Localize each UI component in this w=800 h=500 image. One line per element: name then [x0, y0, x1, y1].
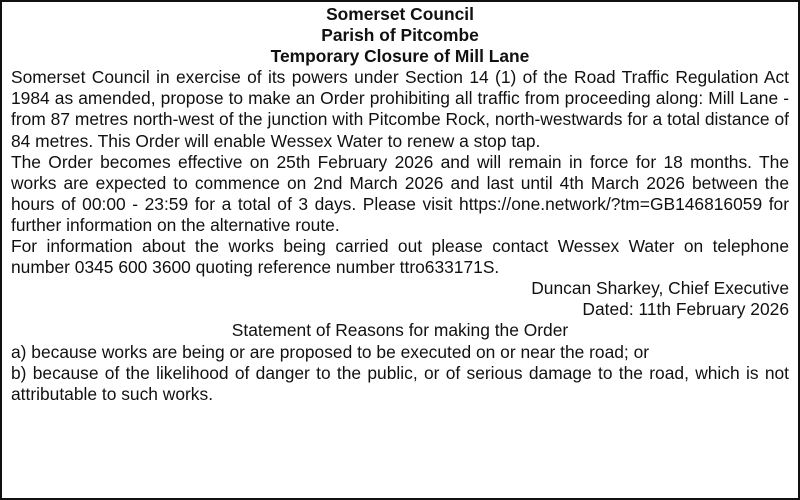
- notice-paragraph-dates: The Order becomes effective on 25th February 2026 and will remain in force for 18 months. The works are expected to commence on 2nd March 2026 and last until 4th March 2026 between the hours of 00:00 - 23:59 for a total of 3 days. Please visit https://one.network/?tm=GB146816059 for further information on the alternative route.: [11, 151, 789, 235]
- signatory: Duncan Sharkey, Chief Executive: [531, 278, 789, 299]
- council-name: Somerset Council: [326, 4, 474, 24]
- parish-name: Parish of Pitcombe: [321, 25, 479, 46]
- notice-paragraph-contact: For information about the works being carried out please contact Wessex Water on telephone number 0345 600 3600 quoting reference number ttro633171S.: [11, 236, 789, 278]
- reason-b: b) because of the likelihood of danger to the public, or of serious damage to the road, which is not attributable to such works.: [11, 362, 789, 404]
- notice-title: Temporary Closure of Mill Lane: [270, 46, 530, 67]
- date-signed: Dated: 11th February 2026: [582, 299, 789, 320]
- reasons-heading: Statement of Reasons for making the Order: [231, 320, 569, 341]
- reason-a: a) because works are being or are proposed to be executed on or near the road; or: [11, 341, 650, 362]
- notice-paragraph-order-proposal: Somerset Council in exercise of its powers under Section 14 (1) of the Road Traffic Regulation Act 1984 as amended, propose to make an Order prohibiting all traffic from proceeding along: Mill Lane - from 87 metres north-west of the junction with Pitcombe Rock, north-westwards for a total distance of 84 metres. This Order will enable Wessex Water to renew a stop tap.: [11, 67, 789, 151]
